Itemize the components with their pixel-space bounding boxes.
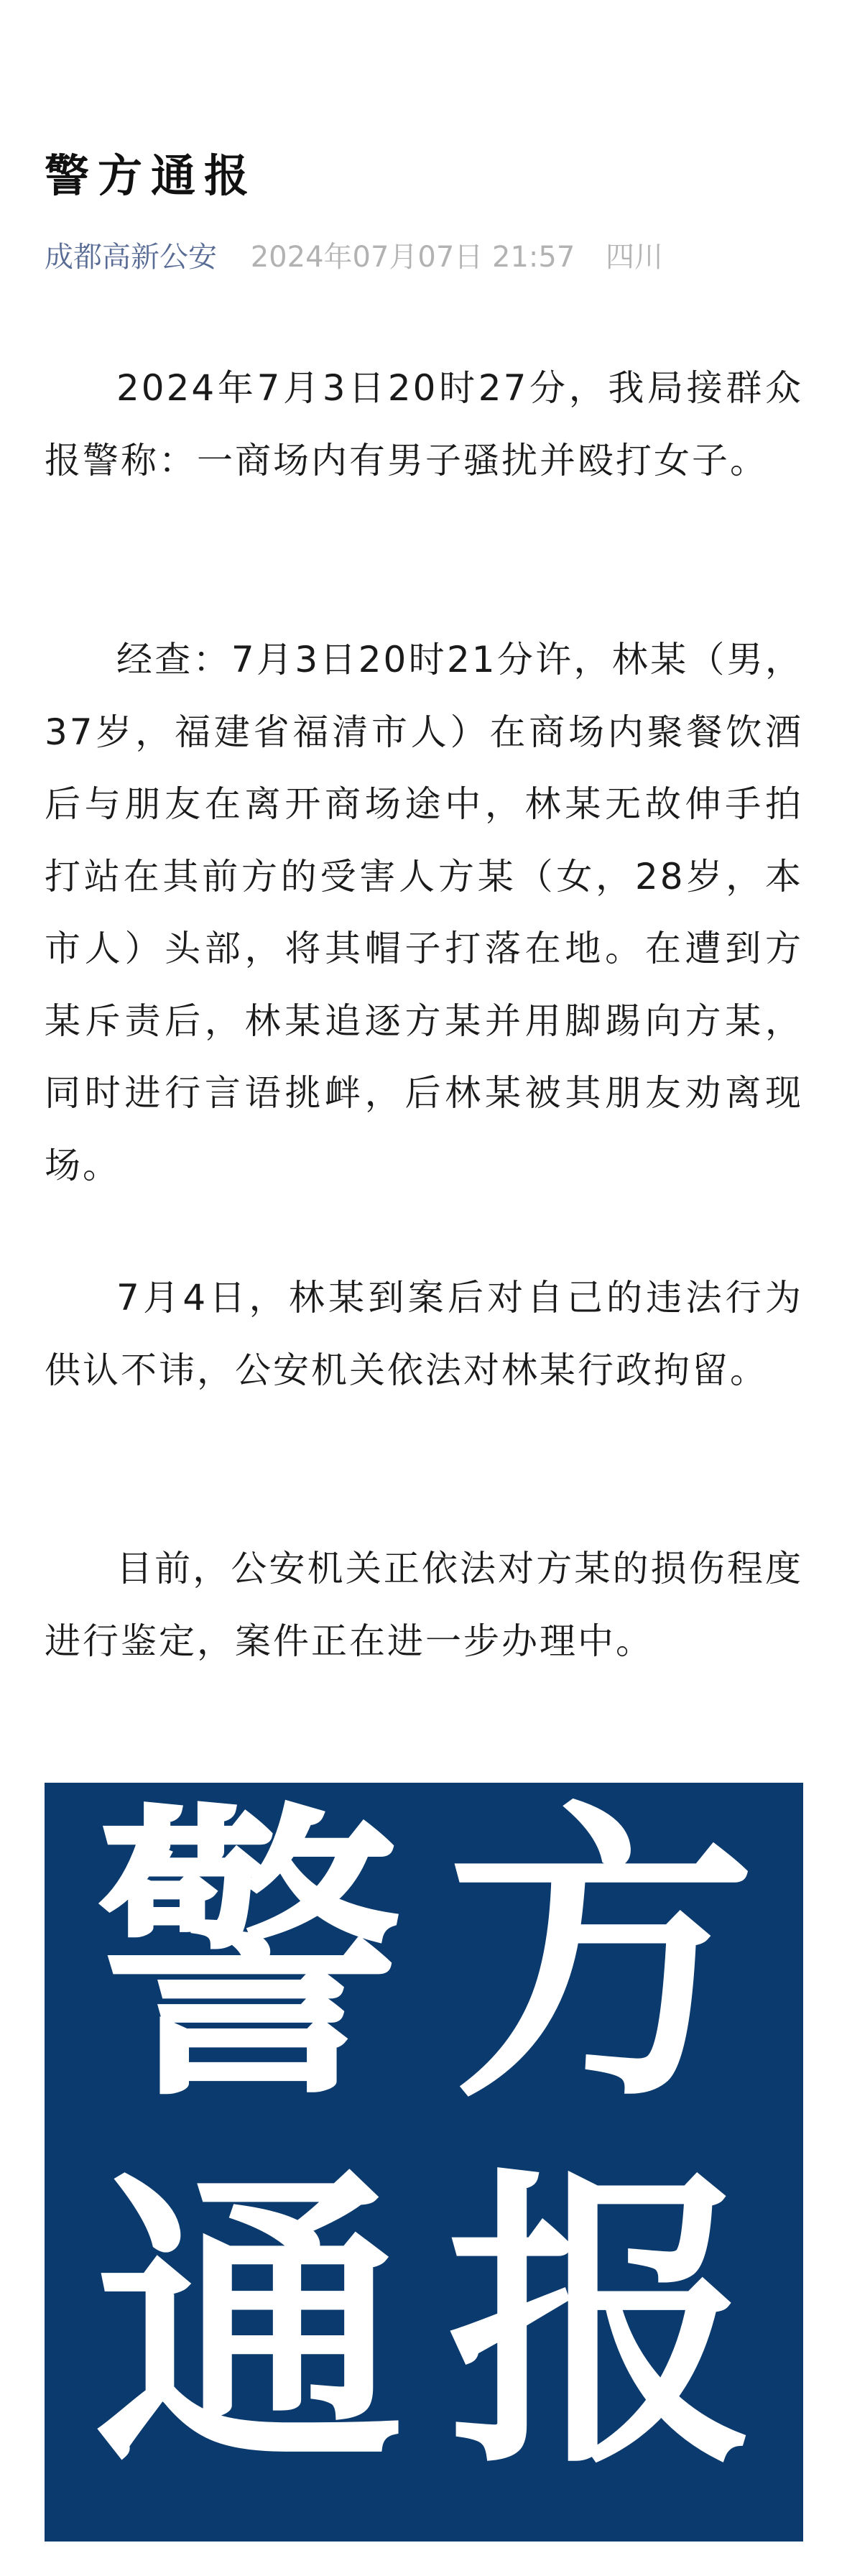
banner-char: 报 xyxy=(447,2146,756,2505)
banner-char: 方 xyxy=(447,1783,756,2138)
publish-region: 四川 xyxy=(606,241,664,274)
source-account-link[interactable]: 成都高新公安 xyxy=(45,241,217,274)
article-title: 警方通报 xyxy=(45,149,258,202)
paragraph: 2024年7月3日20时27分，我局接群众报警称：一商场内有男子骚扰并殴打女子。 xyxy=(45,367,803,481)
article-meta xyxy=(45,237,663,277)
banner-char: 通 xyxy=(95,2146,404,2505)
paragraph: 目前，公安机关正依法对方某的损伤程度进行鉴定，案件正在进一步办理中。 xyxy=(45,1548,803,1662)
publish-datetime: 2024年07月07日 21:57 xyxy=(250,241,575,274)
paragraph: 7月4日，林某到案后对自己的违法行为供认不讳，公安机关依法对林某行政拘留。 xyxy=(45,1277,803,1391)
paragraph: 经查：7月3日20时21分许，林某（男，37岁，福建省福清市人）在商场内聚餐饮酒后与朋友在离开商场途中，林某无故伸手拍打站在其前方的受害人方某（女，28岁，本市人）头部，将其帽子打落在地。在遭到方某斥责后，林某追逐方某并用脚踢向方某，同时进行言语挑衅，后林某被其朋友劝离现场。 xyxy=(45,639,803,1186)
police-notice-banner-image xyxy=(45,1783,803,2542)
banner-char: 警 xyxy=(95,1783,404,2138)
